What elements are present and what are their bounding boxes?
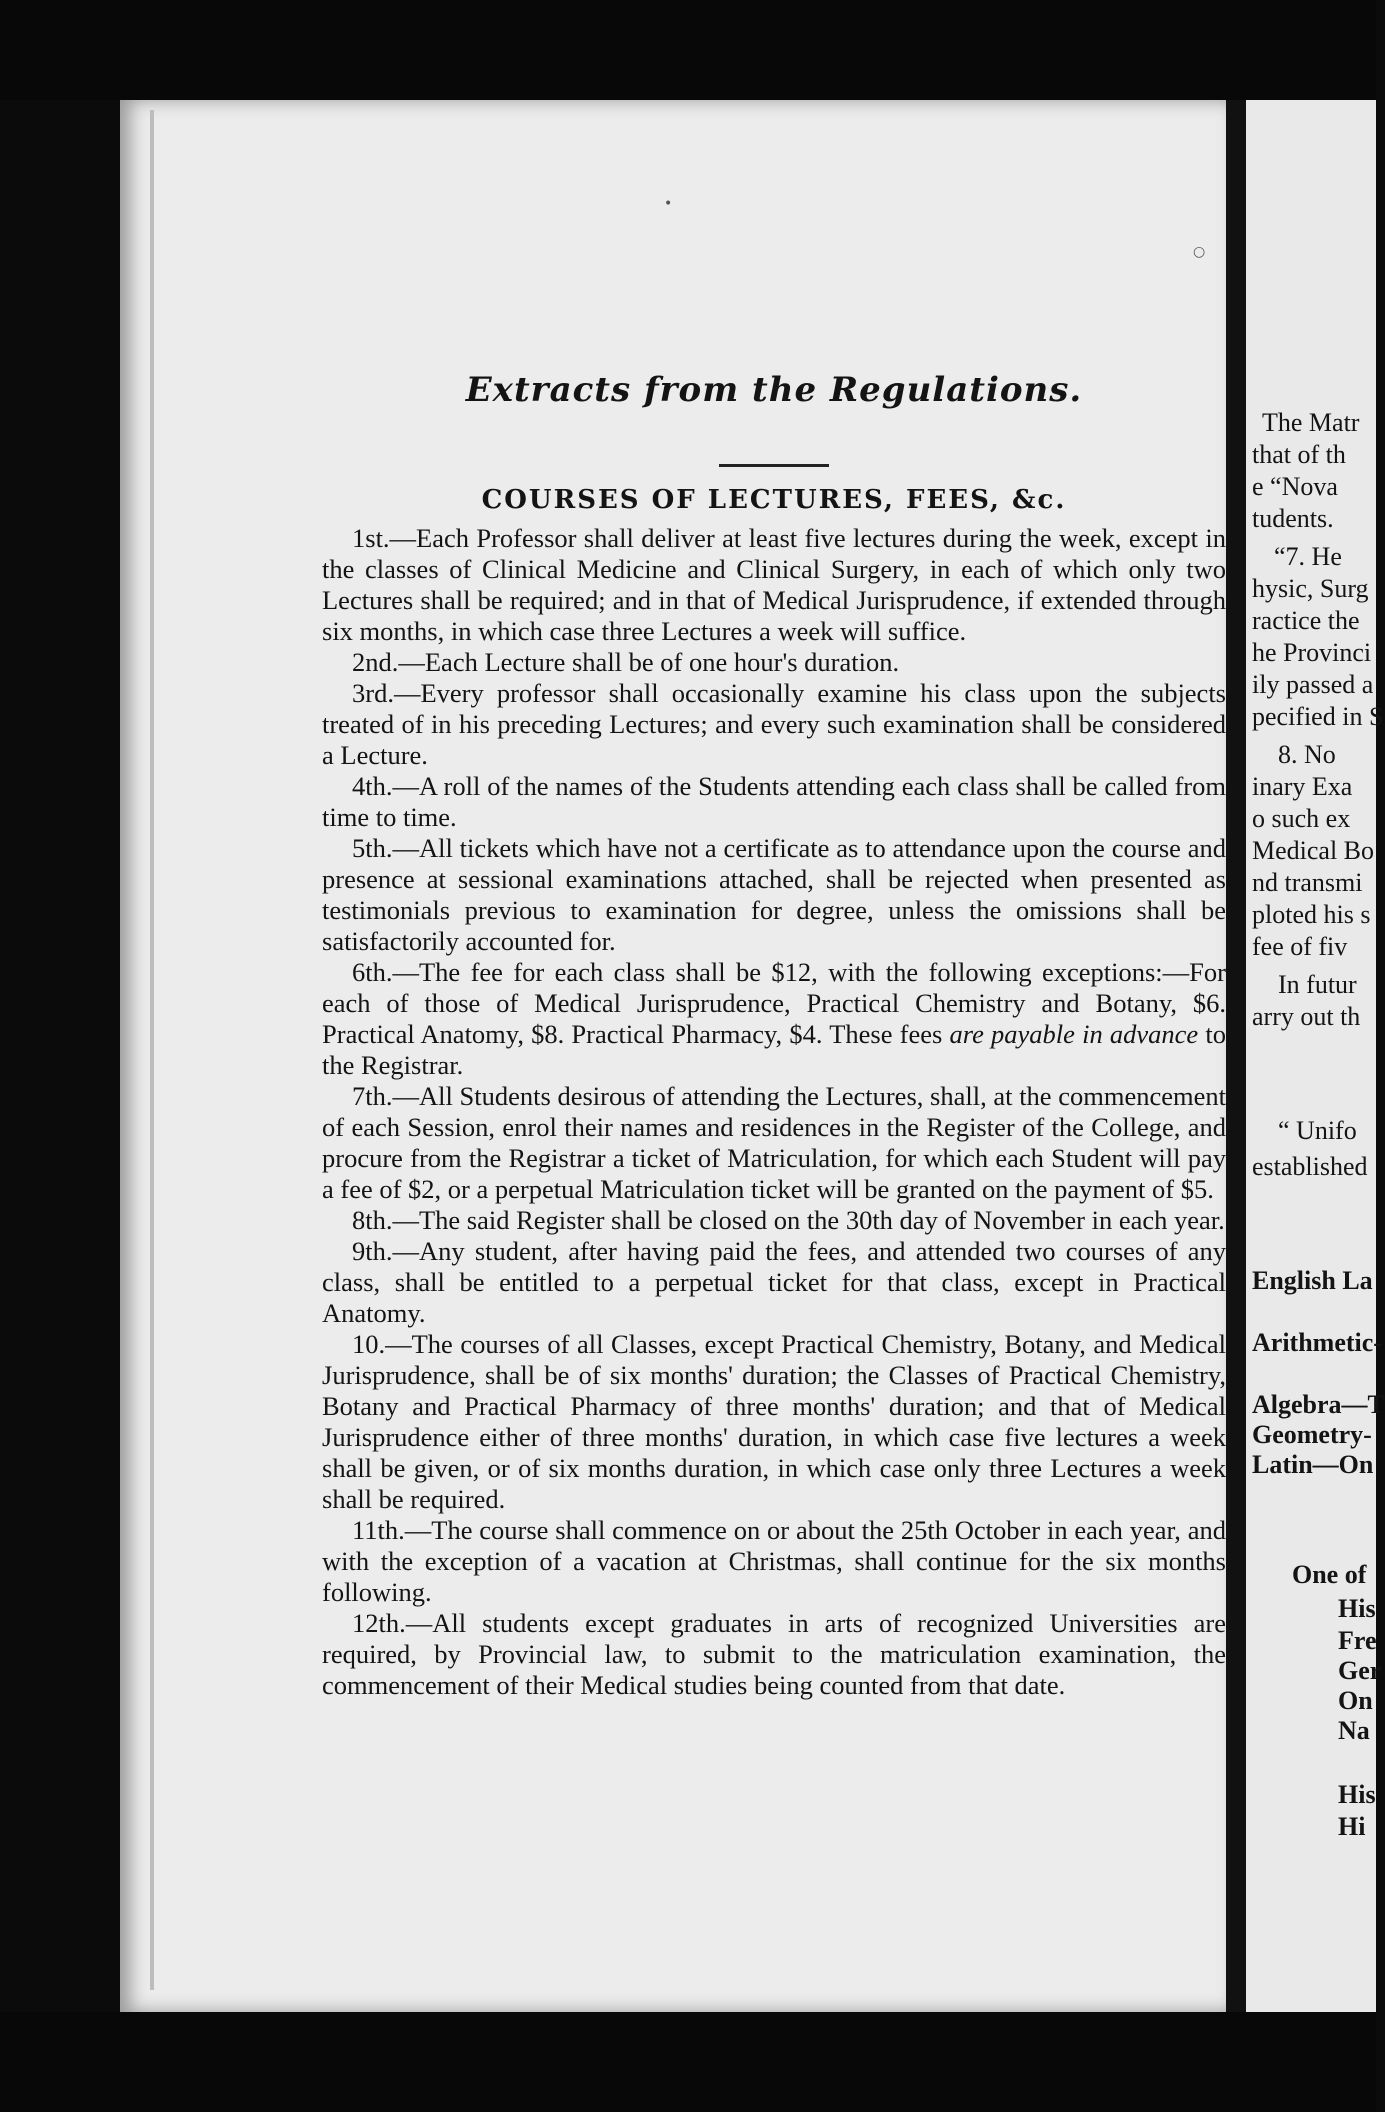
right-fragment: ploted his s (1252, 900, 1371, 929)
right-fragment: o such ex (1252, 804, 1351, 833)
book-gutter (1226, 100, 1246, 2012)
regulation-6 (322, 957, 1226, 1081)
regulation-11: 11th.—The course shall commence on or about the 25th October in each year, and with the exception of a vacation at Christmas, shall continue for the six months following. (322, 1515, 1226, 1607)
right-fragment: established (1252, 1152, 1368, 1181)
scan-speck: ○ (1193, 244, 1206, 260)
right-fragment: ractice the (1252, 606, 1360, 635)
page-title: Extracts from the Regulations. (465, 370, 1083, 410)
page-edge-shadow (150, 110, 154, 1990)
regulation-10: 10.—The courses of all Classes, except Practical Chemistry, Botany, and Medical Jurisprudence, shall be of six months' duration; the Classes of Practical Chemistry, Botany and Practical Pharmacy of three months' duration; and that of Medical Jurisprudence either of three months' duration, in which case five lectures a week shall be given, or of six months duration, in which case only three Lectures a week shall be required. (322, 1329, 1226, 1514)
right-fragment: Fre (1338, 1626, 1377, 1655)
scan-border-bottom (0, 2012, 1376, 2112)
right-fragment: e “Nova (1252, 472, 1338, 501)
right-fragment: fee of fiv (1252, 932, 1348, 961)
right-fragment: tudents. (1252, 504, 1334, 533)
right-fragment: “ Unifo (1278, 1116, 1357, 1145)
right-fragment: On (1338, 1686, 1373, 1715)
right-fragment: Algebra—T (1252, 1390, 1385, 1419)
regulations-text-block (322, 360, 1226, 1701)
right-fragment: “7. He (1274, 542, 1342, 571)
right-fragment: Arithmetic- (1252, 1328, 1382, 1357)
right-fragment: The Matr (1262, 408, 1360, 437)
right-fragment: pecified in S (1252, 702, 1384, 731)
regulation-7: 7th.—All Students desirous of attending the Lectures, shall, at the commencement of each Session, enrol their names and residences in the Register of the College, and procure from the Registrar a ticket of Matriculation, for which each Student will pay a fee of $2, or a perpetual Matriculation ticket will be granted on the payment of $5. (322, 1081, 1226, 1204)
regulation-8: 8th.—The said Register shall be closed on the 30th day of November in each year. (352, 1205, 1225, 1235)
regulation-6-italic: are payable in advance (949, 1019, 1199, 1049)
right-fragment: English La (1252, 1266, 1373, 1295)
right-fragment: One of (1292, 1560, 1367, 1589)
regulation-6-tail: to the Registrar. (322, 1019, 1226, 1080)
scan-speck: • (664, 196, 673, 212)
title-divider (719, 464, 829, 467)
section-heading: COURSES OF LECTURES, FEES, &c. (481, 485, 1067, 515)
right-fragment: His (1338, 1780, 1376, 1809)
regulation-6-text: 6th.—The fee for each class shall be $12, with the following exceptions:—For each of those of Medical Jurisprudence, Practical Chemistry and Botany, $6. Practical Anatomy, $8. Practical Pharmacy, $4. These fees (322, 957, 1226, 1049)
regulation-1: 1st.—Each Professor shall deliver at least five lectures during the week, except in the classes of Clinical Medicine and Clinical Surgery, in each of which only two Lectures shall be required; and in that of Medical Jurisprudence, if extended through six months, in which case three Lectures a week will suffice. (322, 523, 1226, 646)
regulation-4: 4th.—A roll of the names of the Students attending each class shall be called from time to time. (322, 771, 1226, 832)
right-fragment: Ger (1338, 1656, 1382, 1685)
right-fragment: Hi (1338, 1812, 1366, 1841)
scan-border-top (0, 0, 1376, 100)
regulation-3: 3rd.—Every professor shall occasionally examine his class upon the subjects treated of in his preceding Lectures; and every such examination shall be considered a Lecture. (322, 678, 1226, 770)
right-fragment: His (1338, 1594, 1376, 1623)
right-fragment: Geometry- (1252, 1420, 1372, 1449)
right-fragment: he Provinci (1252, 638, 1372, 667)
right-fragment: In futur (1278, 970, 1357, 999)
regulation-5: 5th.—All tickets which have not a certificate as to attendance upon the course and presence at sessional examinations attached, shall be rejected when presented as testimonials previous to examination for degree, unless the omissions shall be satisfactorily accounted for. (322, 833, 1226, 956)
right-fragment: hysic, Surg (1252, 574, 1369, 603)
right-fragment: inary Exa (1252, 772, 1353, 801)
right-fragment: Latin—On (1252, 1450, 1374, 1479)
right-fragment: that of th (1252, 440, 1346, 469)
regulation-9: 9th.—Any student, after having paid the fees, and attended two courses of any class, shall be entitled to a perpetual ticket for that class, except in Practical Anatomy. (322, 1236, 1226, 1328)
right-fragment: 8. No (1278, 740, 1336, 769)
regulation-2: 2nd.—Each Lecture shall be of one hour's duration. (352, 647, 900, 677)
right-fragment: arry out th (1252, 1002, 1361, 1031)
right-fragment: Medical Bo (1252, 836, 1375, 865)
right-fragment: nd transmi (1252, 868, 1363, 897)
regulation-12: 12th.—All students except graduates in arts of recognized Universities are required, by Provincial law, to submit to the matriculation examination, the commencement of their Medical studies being counted from that date. (322, 1608, 1226, 1700)
right-fragment: Na (1338, 1716, 1370, 1745)
right-fragment: ily passed a (1252, 670, 1374, 699)
